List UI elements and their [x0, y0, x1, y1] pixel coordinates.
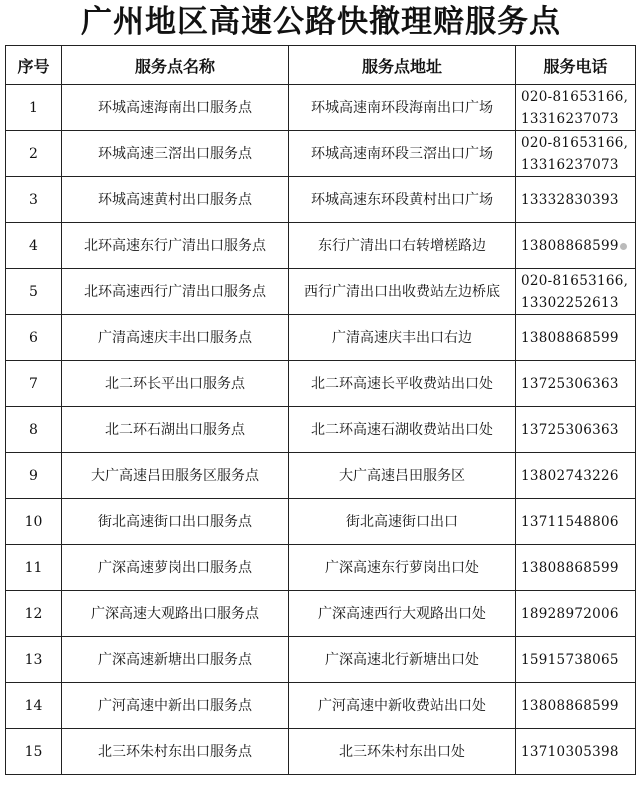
service-point-name: 北环高速东行广清出口服务点 [62, 223, 289, 269]
phone-number [521, 108, 633, 130]
phone-text: 13808868599 [521, 559, 619, 576]
service-phone [516, 637, 636, 683]
table-row [6, 131, 636, 177]
row-number: 7 [6, 361, 62, 407]
header-no: 序号 [6, 46, 62, 85]
phone-number [521, 419, 633, 441]
phone-text: 13808868599 [521, 329, 619, 346]
header-phone: 服务电话 [516, 46, 636, 85]
service-point-name: 广河高速中新出口服务点 [62, 683, 289, 729]
phone-text: 13808868599 [521, 237, 619, 254]
row-number: 6 [6, 315, 62, 361]
phone-text: 13710305398 [521, 743, 619, 760]
service-point-name: 街北高速街口出口服务点 [62, 499, 289, 545]
service-point-address: 广深高速西行大观路出口处 [289, 591, 516, 637]
table-row [6, 177, 636, 223]
phone-text: 13725306363 [521, 421, 619, 438]
table-body [6, 85, 636, 775]
phone-text: 13302252613 [521, 294, 619, 311]
phone-number [521, 695, 633, 717]
phone-text: 13808868599 [521, 697, 619, 714]
phone-number [521, 235, 633, 257]
service-point-name: 广清高速庆丰出口服务点 [62, 315, 289, 361]
phone-text: 15915738065 [521, 651, 619, 668]
table-row [6, 269, 636, 315]
phone-text: 020-81653166, [521, 134, 629, 151]
header-address: 服务点地址 [289, 46, 516, 85]
service-point-address: 北二环高速长平收费站出口处 [289, 361, 516, 407]
phone-number [521, 649, 633, 671]
service-point-name: 广深高速新塘出口服务点 [62, 637, 289, 683]
phone-number [521, 270, 633, 292]
phone-text: 18928972006 [521, 605, 619, 622]
table-row [6, 453, 636, 499]
service-point-address: 环城高速南环段三滘出口广场 [289, 131, 516, 177]
phone-number [521, 189, 633, 211]
phone-number [521, 603, 633, 625]
service-point-address: 东行广清出口右转增槎路边 [289, 223, 516, 269]
service-phone [516, 407, 636, 453]
service-phone [516, 361, 636, 407]
table-row [6, 637, 636, 683]
service-point-address: 西行广清出口出收费站左边桥底 [289, 269, 516, 315]
service-point-address: 街北高速街口出口 [289, 499, 516, 545]
page-title: 广州地区高速公路快撤理赔服务点 [81, 4, 561, 40]
table-row [6, 407, 636, 453]
phone-text: 13802743226 [521, 467, 619, 484]
phone-number [521, 327, 633, 349]
table-row [6, 315, 636, 361]
dot-icon [620, 243, 627, 250]
phone-number [521, 154, 633, 176]
service-point-name: 大广高速吕田服务区服务点 [62, 453, 289, 499]
service-point-address: 广河高速中新收费站出口处 [289, 683, 516, 729]
service-point-address: 广深高速东行萝岗出口处 [289, 545, 516, 591]
service-point-address: 广深高速北行新塘出口处 [289, 637, 516, 683]
phone-number [521, 132, 633, 154]
row-number: 12 [6, 591, 62, 637]
row-number: 5 [6, 269, 62, 315]
row-number: 11 [6, 545, 62, 591]
phone-text: 13332830393 [521, 191, 619, 208]
table-row [6, 729, 636, 775]
phone-number [521, 465, 633, 487]
service-point-name: 环城高速三滘出口服务点 [62, 131, 289, 177]
table-row [6, 223, 636, 269]
service-phone [516, 223, 636, 269]
service-phone [516, 269, 636, 315]
service-point-address: 广清高速庆丰出口右边 [289, 315, 516, 361]
phone-text: 13725306363 [521, 375, 619, 392]
table-row [6, 591, 636, 637]
row-number: 10 [6, 499, 62, 545]
table-row [6, 361, 636, 407]
service-point-name: 环城高速黄村出口服务点 [62, 177, 289, 223]
row-number: 3 [6, 177, 62, 223]
phone-text: 020-81653166, [521, 272, 629, 289]
service-point-name: 北二环石湖出口服务点 [62, 407, 289, 453]
table-header-row [6, 46, 636, 85]
row-number: 15 [6, 729, 62, 775]
service-phone [516, 315, 636, 361]
service-point-name: 广深高速大观路出口服务点 [62, 591, 289, 637]
phone-number [521, 373, 633, 395]
service-phone [516, 499, 636, 545]
phone-number [521, 741, 633, 763]
service-phone [516, 729, 636, 775]
service-phone [516, 131, 636, 177]
phone-number [521, 86, 633, 108]
service-point-name: 北三环朱村东出口服务点 [62, 729, 289, 775]
service-point-name: 北环高速西行广清出口服务点 [62, 269, 289, 315]
row-number: 8 [6, 407, 62, 453]
phone-text: 13711548806 [521, 513, 619, 530]
service-point-name: 北二环长平出口服务点 [62, 361, 289, 407]
phone-text: 13316237073 [521, 156, 619, 173]
phone-text: 020-81653166, [521, 88, 629, 105]
service-point-address: 环城高速南环段海南出口广场 [289, 85, 516, 131]
service-point-name: 广深高速萝岗出口服务点 [62, 545, 289, 591]
row-number: 2 [6, 131, 62, 177]
service-point-address: 北三环朱村东出口处 [289, 729, 516, 775]
service-point-name: 环城高速海南出口服务点 [62, 85, 289, 131]
row-number: 13 [6, 637, 62, 683]
service-point-table [5, 45, 636, 775]
service-phone [516, 85, 636, 131]
row-number: 9 [6, 453, 62, 499]
table-row [6, 683, 636, 729]
service-point-address: 大广高速吕田服务区 [289, 453, 516, 499]
service-phone [516, 683, 636, 729]
service-phone [516, 545, 636, 591]
phone-number [521, 511, 633, 533]
service-phone [516, 591, 636, 637]
service-point-address: 北二环高速石湖收费站出口处 [289, 407, 516, 453]
phone-number [521, 292, 633, 314]
service-phone [516, 453, 636, 499]
service-phone [516, 177, 636, 223]
row-number: 1 [6, 85, 62, 131]
phone-number [521, 557, 633, 579]
service-point-address: 环城高速东环段黄村出口广场 [289, 177, 516, 223]
table-row [6, 85, 636, 131]
table-row [6, 545, 636, 591]
header-name: 服务点名称 [62, 46, 289, 85]
row-number: 14 [6, 683, 62, 729]
table-row [6, 499, 636, 545]
row-number: 4 [6, 223, 62, 269]
phone-text: 13316237073 [521, 110, 619, 127]
